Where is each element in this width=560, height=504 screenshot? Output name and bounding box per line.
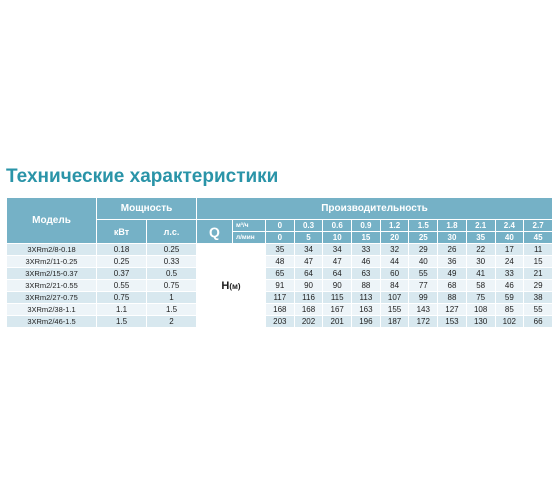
head-label <box>197 244 266 328</box>
flow-lmin-value: 45 <box>524 232 553 244</box>
head-cell: 46 <box>352 256 381 268</box>
head-cell: 29 <box>409 244 438 256</box>
head-cell: 60 <box>380 268 409 280</box>
head-cell: 26 <box>438 244 467 256</box>
head-cell: 107 <box>380 292 409 304</box>
head-cell: 35 <box>266 244 295 256</box>
power-kw-cell: 0.55 <box>97 280 147 292</box>
head-cell: 64 <box>294 268 323 280</box>
head-cell: 46 <box>495 280 524 292</box>
flow-lmin-value: 5 <box>294 232 323 244</box>
head-cell: 163 <box>352 304 381 316</box>
head-cell: 48 <box>266 256 295 268</box>
head-cell: 33 <box>352 244 381 256</box>
power-header: Мощность <box>97 198 197 220</box>
head-cell: 88 <box>352 280 381 292</box>
flow-lmin-value: 25 <box>409 232 438 244</box>
head-cell: 32 <box>380 244 409 256</box>
flow-m3h-value: 2.4 <box>495 220 524 232</box>
flow-m3h-value: 2.1 <box>466 220 495 232</box>
head-cell: 22 <box>466 244 495 256</box>
head-cell: 55 <box>409 268 438 280</box>
head-cell: 172 <box>409 316 438 328</box>
model-cell: 3XRm2/15-0.37 <box>7 268 97 280</box>
table-row <box>7 316 553 328</box>
head-cell: 108 <box>466 304 495 316</box>
head-cell: 68 <box>438 280 467 292</box>
power-kw-cell: 1.5 <box>97 316 147 328</box>
head-cell: 143 <box>409 304 438 316</box>
power-hp-cell: 0.5 <box>147 268 197 280</box>
flow-m3h-value: 1.2 <box>380 220 409 232</box>
head-cell: 196 <box>352 316 381 328</box>
head-cell: 91 <box>266 280 295 292</box>
flow-m3h-value: 0.9 <box>352 220 381 232</box>
power-hp-cell: 1.5 <box>147 304 197 316</box>
performance-header: Производительность <box>197 198 553 220</box>
head-cell: 116 <box>294 292 323 304</box>
flow-lmin-value: 0 <box>266 232 295 244</box>
head-cell: 102 <box>495 316 524 328</box>
head-cell: 203 <box>266 316 295 328</box>
power-kw-cell: 0.75 <box>97 292 147 304</box>
head-cell: 34 <box>294 244 323 256</box>
head-cell: 153 <box>438 316 467 328</box>
spec-table <box>6 197 553 328</box>
head-cell: 113 <box>352 292 381 304</box>
flow-m3h-value: 1.5 <box>409 220 438 232</box>
flow-lmin-value: 40 <box>495 232 524 244</box>
table-row <box>7 256 553 268</box>
flow-lmin-value: 30 <box>438 232 467 244</box>
flow-lmin-value: 35 <box>466 232 495 244</box>
head-cell: 44 <box>380 256 409 268</box>
head-cell: 15 <box>524 256 553 268</box>
head-cell: 84 <box>380 280 409 292</box>
head-label-unit: (м) <box>229 281 241 291</box>
power-kw-cell: 0.18 <box>97 244 147 256</box>
head-cell: 47 <box>294 256 323 268</box>
power-kw-cell: 0.25 <box>97 256 147 268</box>
head-cell: 115 <box>323 292 352 304</box>
head-cell: 11 <box>524 244 553 256</box>
head-cell: 75 <box>466 292 495 304</box>
power-kw-cell: 1.1 <box>97 304 147 316</box>
head-cell: 36 <box>438 256 467 268</box>
head-label-letter: H <box>221 279 230 292</box>
head-cell: 30 <box>466 256 495 268</box>
head-cell: 40 <box>409 256 438 268</box>
head-cell: 88 <box>438 292 467 304</box>
table-row <box>7 304 553 316</box>
page-title: Технические характеристики <box>6 166 279 187</box>
model-cell: 3XRm2/11-0.25 <box>7 256 97 268</box>
head-cell: 167 <box>323 304 352 316</box>
power-kw-cell: 0.37 <box>97 268 147 280</box>
head-cell: 201 <box>323 316 352 328</box>
head-cell: 47 <box>323 256 352 268</box>
power-kw-header: кВт <box>97 220 147 244</box>
model-cell: 3XRm2/38-1.1 <box>7 304 97 316</box>
power-hp-cell: 1 <box>147 292 197 304</box>
flow-m3h-value: 0.3 <box>294 220 323 232</box>
head-cell: 41 <box>466 268 495 280</box>
q-label: Q <box>197 220 233 244</box>
flow-lmin-value: 20 <box>380 232 409 244</box>
head-cell: 58 <box>466 280 495 292</box>
table-row <box>7 268 553 280</box>
flow-m3h-value: 2.7 <box>524 220 553 232</box>
table-row <box>7 244 553 256</box>
head-cell: 77 <box>409 280 438 292</box>
head-cell: 66 <box>524 316 553 328</box>
table-row <box>7 292 553 304</box>
model-header: Модель <box>7 198 97 244</box>
head-cell: 90 <box>294 280 323 292</box>
head-cell: 168 <box>294 304 323 316</box>
head-cell: 65 <box>266 268 295 280</box>
flow-m3h-value: 1.8 <box>438 220 467 232</box>
flow-unit-m3h: м³/ч <box>233 220 266 232</box>
head-cell: 59 <box>495 292 524 304</box>
flow-lmin-value: 10 <box>323 232 352 244</box>
model-cell: 3XRm2/8-0.18 <box>7 244 97 256</box>
head-cell: 49 <box>438 268 467 280</box>
power-hp-cell: 0.25 <box>147 244 197 256</box>
model-cell: 3XRm2/21-0.55 <box>7 280 97 292</box>
head-cell: 85 <box>495 304 524 316</box>
flow-lmin-value: 15 <box>352 232 381 244</box>
head-cell: 38 <box>524 292 553 304</box>
head-cell: 187 <box>380 316 409 328</box>
flow-unit-lmin: л/мин <box>233 232 266 244</box>
power-hp-header: л.с. <box>147 220 197 244</box>
head-cell: 99 <box>409 292 438 304</box>
head-cell: 21 <box>524 268 553 280</box>
head-cell: 34 <box>323 244 352 256</box>
head-cell: 155 <box>380 304 409 316</box>
head-cell: 63 <box>352 268 381 280</box>
head-cell: 90 <box>323 280 352 292</box>
flow-m3h-value: 0.6 <box>323 220 352 232</box>
head-cell: 55 <box>524 304 553 316</box>
power-hp-cell: 2 <box>147 316 197 328</box>
head-cell: 64 <box>323 268 352 280</box>
spec-table-body <box>7 244 553 328</box>
flow-m3h-value: 0 <box>266 220 295 232</box>
head-cell: 17 <box>495 244 524 256</box>
head-cell: 29 <box>524 280 553 292</box>
head-cell: 24 <box>495 256 524 268</box>
power-hp-cell: 0.33 <box>147 256 197 268</box>
head-cell: 117 <box>266 292 295 304</box>
power-hp-cell: 0.75 <box>147 280 197 292</box>
head-cell: 33 <box>495 268 524 280</box>
head-cell: 168 <box>266 304 295 316</box>
table-row <box>7 280 553 292</box>
head-cell: 202 <box>294 316 323 328</box>
model-cell: 3XRm2/27-0.75 <box>7 292 97 304</box>
model-cell: 3XRm2/46-1.5 <box>7 316 97 328</box>
head-cell: 130 <box>466 316 495 328</box>
head-cell: 127 <box>438 304 467 316</box>
spec-table-head <box>7 198 553 244</box>
